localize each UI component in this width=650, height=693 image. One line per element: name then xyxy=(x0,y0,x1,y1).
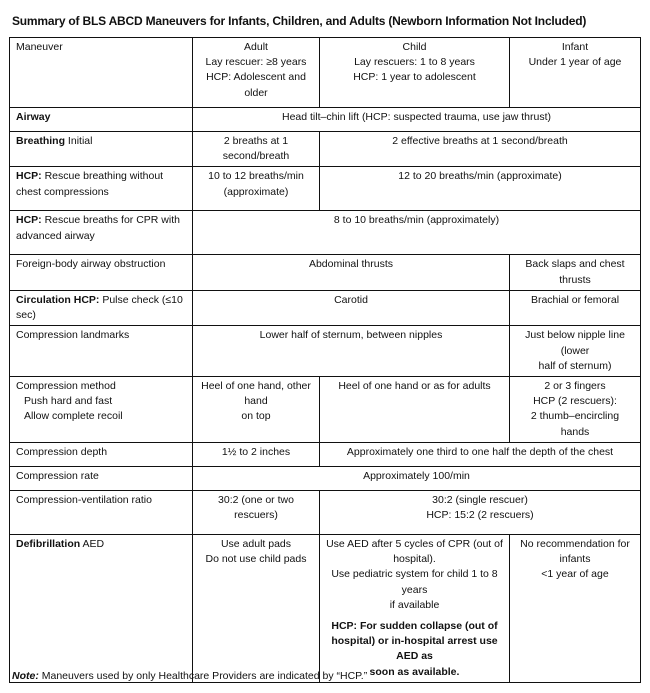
method-child: Heel of one hand or as for adults xyxy=(320,376,510,442)
defib-infant-line3: <1 year of age xyxy=(541,568,609,581)
label-landmarks: Compression landmarks xyxy=(10,326,193,377)
header-child-lay: Lay rescuers: 1 to 8 years xyxy=(354,56,475,69)
defib-adult-line2: Do not use child pads xyxy=(205,553,307,566)
footnote-text: Maneuvers used by only Healthcare Providers are indicated by “HCP.” xyxy=(38,670,368,682)
defib-infant xyxy=(510,534,641,682)
ratio-child-infant xyxy=(320,490,641,534)
table-row-circulation xyxy=(10,290,641,325)
rate-all: Approximately 100/min xyxy=(193,466,641,490)
defib-child-line1: Use AED after 5 cycles of CPR (out of xyxy=(326,537,503,550)
method-infant-line1: 2 or 3 fingers xyxy=(544,379,606,392)
label-method xyxy=(10,376,193,442)
landmarks-infant-line1: Just below nipple line (lower xyxy=(525,329,625,357)
label-breathing xyxy=(10,132,193,167)
label-advanced-bold: HCP: xyxy=(16,214,42,227)
table-row-method xyxy=(10,376,641,442)
bls-summary-table xyxy=(9,37,641,683)
circulation-infant: Brachial or femoral xyxy=(510,290,641,325)
defib-child-line4: if available xyxy=(389,598,440,611)
header-adult-lay: Lay rescuer: ≥8 years xyxy=(205,56,307,69)
circulation-adult-child: Carotid xyxy=(193,290,510,325)
table-title: Summary of BLS ABCD Maneuvers for Infants, Children, and Adults (Newborn Information Not Included) xyxy=(12,14,587,28)
label-airway xyxy=(10,108,193,132)
table-row-ratio xyxy=(10,490,641,534)
table-row-depth xyxy=(10,442,641,466)
defib-child-hcp-line3: soon as available. xyxy=(369,665,460,678)
defib-child-hcp-line2: hospital) or in-hospital arrest use AED as xyxy=(331,635,498,663)
label-advanced-rest: Rescue breaths for CPR with advanced airway xyxy=(16,214,180,242)
defib-adult-line1: Use adult pads xyxy=(220,537,292,550)
label-rescue-bold: HCP: xyxy=(16,170,42,183)
method-adult-line1: Heel of one hand, other hand xyxy=(201,379,311,408)
label-circulation-rest: Pulse check (≤10 sec) xyxy=(16,293,183,322)
defib-child xyxy=(320,534,510,682)
label-ratio: Compression-ventilation ratio xyxy=(10,490,193,534)
ratio-child-infant-line2: HCP: 15:2 (2 rescuers) xyxy=(426,509,534,522)
header-infant-title: Infant xyxy=(561,41,589,53)
depth-adult: 1½ to 2 inches xyxy=(193,442,320,466)
label-depth: Compression depth xyxy=(10,442,193,466)
defib-adult xyxy=(193,534,320,682)
header-adult-hcp: HCP: Adolescent and older xyxy=(206,71,306,99)
depth-child-infant: Approximately one third to one half the depth of the chest xyxy=(320,442,641,466)
airway-all: Head tilt–chin lift (HCP: suspected trauma, use jaw thrust) xyxy=(193,108,641,132)
defib-infant-line2: infants xyxy=(559,553,591,566)
label-method-line1: Compression method xyxy=(16,379,116,392)
footnote-label: Note: xyxy=(12,670,39,682)
label-breathing-bold: Breathing xyxy=(16,135,66,147)
label-method-line2: Push hard and fast xyxy=(24,395,113,408)
label-advanced-airway xyxy=(10,211,193,255)
table-row-defibrillation xyxy=(10,534,641,682)
advanced-all: 8 to 10 breaths/min (approximately) xyxy=(193,211,641,255)
method-infant xyxy=(510,376,641,442)
breathing-child-infant: 2 effective breaths at 1 second/breath xyxy=(320,132,641,167)
label-circulation xyxy=(10,290,193,325)
method-adult xyxy=(193,376,320,442)
table-row-breathing xyxy=(10,132,641,167)
header-adult-title: Adult xyxy=(244,41,268,53)
rescue-adult-line1: 10 to 12 breaths/min xyxy=(208,170,304,183)
rescue-child-infant: 12 to 20 breaths/min (approximate) xyxy=(320,167,641,211)
landmarks-infant xyxy=(510,326,641,377)
label-rescue-breathing xyxy=(10,167,193,211)
defib-child-line3: Use pediatric system for child 1 to 8 years xyxy=(331,568,498,596)
table-row-rate xyxy=(10,466,641,490)
table-row-airway xyxy=(10,108,641,132)
label-rate: Compression rate xyxy=(10,466,193,490)
label-breathing-rest: Initial xyxy=(65,135,93,147)
rescue-adult-line2: (approximate) xyxy=(223,185,289,198)
header-adult xyxy=(193,38,320,108)
header-infant xyxy=(510,38,641,108)
label-circulation-bold: Circulation HCP: xyxy=(16,293,100,306)
label-defibrillation xyxy=(10,534,193,682)
label-method-line3: Allow complete recoil xyxy=(24,410,123,423)
header-child-hcp: HCP: 1 year to adolescent xyxy=(353,71,476,84)
header-child-title: Child xyxy=(402,41,427,53)
table-row-rescue-breathing xyxy=(10,167,641,211)
foreign-adult-child: Abdominal thrusts xyxy=(193,255,510,290)
method-adult-line2: on top xyxy=(241,410,271,423)
defib-infant-line1: No recommendation for xyxy=(520,537,630,550)
label-rescue-rest: Rescue breathing without chest compressions xyxy=(16,170,164,198)
label-airway-text: Airway xyxy=(16,111,51,123)
table-row-landmarks xyxy=(10,326,641,377)
ratio-child-infant-line1: 30:2 (single rescuer) xyxy=(432,493,528,506)
header-maneuver: Maneuver xyxy=(10,38,193,108)
label-foreign-body: Foreign-body airway obstruction xyxy=(10,255,193,290)
defib-child-line2: hospital). xyxy=(393,553,436,566)
label-defib-rest: AED xyxy=(80,537,105,550)
table-row-header xyxy=(10,38,641,108)
landmarks-adult-child: Lower half of sternum, between nipples xyxy=(193,326,510,377)
table-row-foreign-body xyxy=(10,255,641,290)
label-defib-bold: Defibrillation xyxy=(16,537,81,550)
header-infant-age: Under 1 year of age xyxy=(528,56,622,69)
table-row-advanced-airway xyxy=(10,211,641,255)
method-infant-line3: 2 thumb–encircling hands xyxy=(530,410,620,438)
method-infant-line2: HCP (2 rescuers): xyxy=(533,395,617,408)
footnote xyxy=(12,670,367,682)
ratio-adult: 30:2 (one or two rescuers) xyxy=(193,490,320,534)
foreign-infant: Back slaps and chest thrusts xyxy=(510,255,641,290)
landmarks-infant-line2: half of sternum) xyxy=(538,359,612,372)
rescue-adult xyxy=(193,167,320,211)
defib-child-hcp-line1: HCP: For sudden collapse (out of xyxy=(331,619,498,632)
breathing-adult: 2 breaths at 1 second/breath xyxy=(193,132,320,167)
header-child xyxy=(320,38,510,108)
